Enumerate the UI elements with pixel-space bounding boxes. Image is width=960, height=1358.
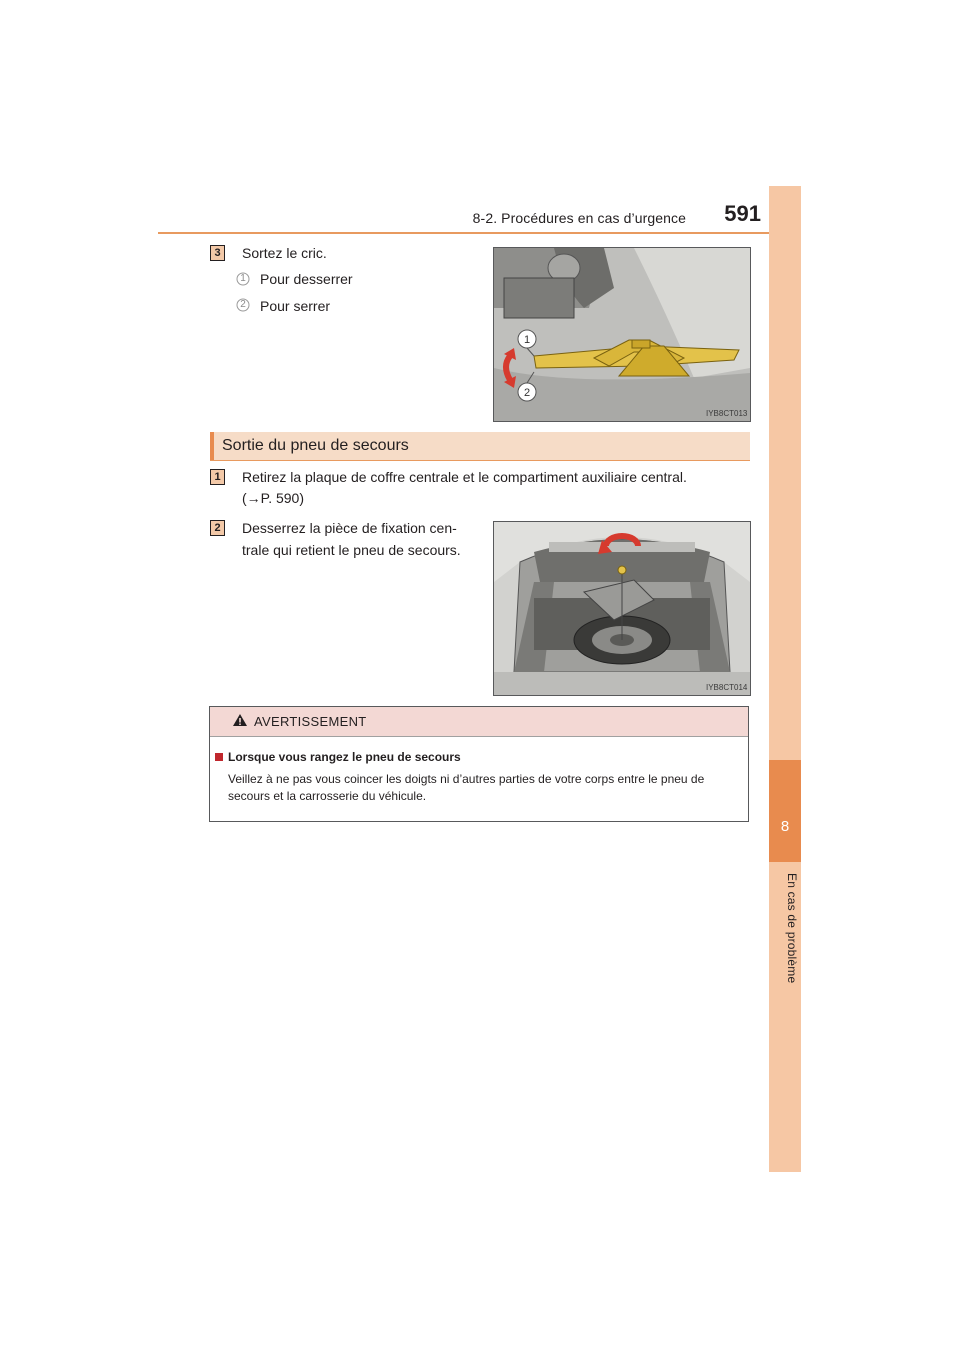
side-tab-chapter-block <box>769 760 801 862</box>
warning-bullet-square <box>215 753 223 761</box>
chapter-label: En cas de problème <box>785 873 799 984</box>
page-number: 591 <box>724 201 761 226</box>
step1-text: Retirez la plaque de coffre centrale et le compartiment auxiliaire central. <box>242 469 687 485</box>
chapter-number: 8 <box>780 818 790 835</box>
image-code-2: IYB8CT014 <box>706 683 748 692</box>
step-badge-1: 1 <box>210 469 225 485</box>
header-section-title: 8-2. Procédures en cas d’urgence <box>472 210 686 226</box>
callout-1: 1 <box>523 334 531 346</box>
step3-text: Sortez le cric. <box>242 245 327 261</box>
item-marker-1: 1 <box>236 272 250 286</box>
step1-reference: (→P. 590) <box>242 490 304 506</box>
section-underline <box>210 460 750 461</box>
step2-text-line2: trale qui retient le pneu de secours. <box>242 542 461 558</box>
warning-body: Veillez à ne pas vous coincer les doigts ni d’autres parties de votre corps entre le pneu de secours et la carrosserie du véhicule. <box>228 772 705 803</box>
step-badge-3: 3 <box>210 245 225 261</box>
section-title: Sortie du pneu de secours <box>222 437 409 454</box>
warning-title: AVERTISSEMENT <box>254 714 367 729</box>
step-badge-2: 2 <box>210 520 225 536</box>
warning-subtitle: Lorsque vous rangez le pneu de secours <box>228 750 461 764</box>
item-text-tighten: Pour serrer <box>260 298 331 314</box>
image-code-1: IYB8CT013 <box>706 409 748 418</box>
header-rule <box>158 232 800 234</box>
item-marker-2: 2 <box>236 298 250 312</box>
warning-triangle-icon <box>232 713 248 732</box>
jack-illustration <box>493 247 751 422</box>
step2-text-line1: Desserrez la pièce de fixation cen- <box>242 520 457 536</box>
spare-tire-illustration <box>493 521 751 696</box>
callout-2: 2 <box>523 387 531 399</box>
item-text-loosen: Pour desserrer <box>260 271 353 287</box>
